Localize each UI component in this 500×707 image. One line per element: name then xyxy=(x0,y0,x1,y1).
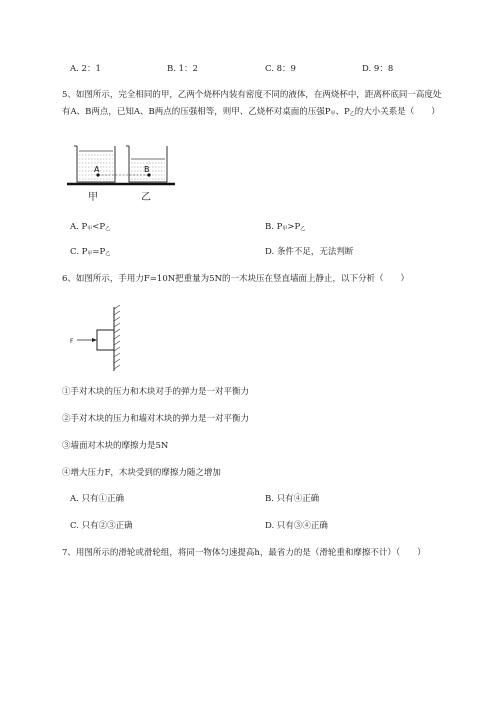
force-label: F xyxy=(70,338,74,345)
q6-option-a: A. 只有①正确 xyxy=(70,494,125,504)
q6-option-b: B. 只有④正确 xyxy=(265,494,320,504)
q4-option-b: B. 1：2 xyxy=(167,64,198,74)
beaker-yi-label: 乙 xyxy=(141,192,151,203)
q5-option-a: A. $P_甲<P_乙$ xyxy=(70,222,111,232)
q6-statement-4: ④增大压力F，木块受到的摩擦力随之增加 xyxy=(62,468,221,478)
q6-statement-3: ③墙面对木块的摩擦力是5N xyxy=(62,441,169,451)
wood-block xyxy=(97,330,114,350)
force-arrow-head xyxy=(92,338,97,342)
wall-hatching xyxy=(114,305,120,369)
beaker-yi xyxy=(126,146,167,182)
point-b-label: B xyxy=(144,165,150,174)
q6-option-c: C. 只有②③正确 xyxy=(70,521,133,531)
q6-wall-block-figure xyxy=(68,305,128,375)
q5-beakers-figure xyxy=(65,138,180,206)
q5-option-d: D. 条件不足，无法判断 xyxy=(265,247,354,257)
q5-option-c: C. $P_甲=P_乙$ xyxy=(70,247,111,257)
q4-option-c: C. 8：9 xyxy=(265,64,296,74)
q5-stem-line1: 5、如图所示，完全相同的甲，乙两个烧杯内装有密度不同的液体，在两烧杯中，距离杯底同一高度处 xyxy=(62,90,442,100)
q5-option-b: B. $P_甲>P_乙$ xyxy=(265,222,306,232)
q7-stem: 7、用图所示的滑轮或滑轮组，将同一物体匀速提高h，最省力的是（滑轮重和摩擦不计）（ ） xyxy=(62,548,426,558)
point-a-label: A xyxy=(94,165,100,174)
q5-stem-line2: 有A、B两点，已知A、B两点的压强相等，则甲、乙烧杯对桌面的压强$P_甲$、$P_乙$的大小关系是（ ） xyxy=(62,107,440,117)
beaker-jia xyxy=(74,146,115,182)
q4-option-d: D. 9：8 xyxy=(362,64,394,74)
q6-option-d: D. 只有③④正确 xyxy=(265,521,328,531)
beaker-jia-label: 甲 xyxy=(88,192,98,203)
q6-statement-1: ①手对木块的压力和木块对手的弹力是一对平衡力 xyxy=(62,387,250,397)
q4-option-a: A. 2：1 xyxy=(70,64,101,74)
q6-statement-2: ②手对木块的压力和墙对木块的弹力是一对平衡力 xyxy=(62,414,250,424)
q6-stem: 6、如图所示，手用力F=10N把重量为5N的一木块压在竖直墙面上静止，以下分析（ ） xyxy=(62,274,410,284)
